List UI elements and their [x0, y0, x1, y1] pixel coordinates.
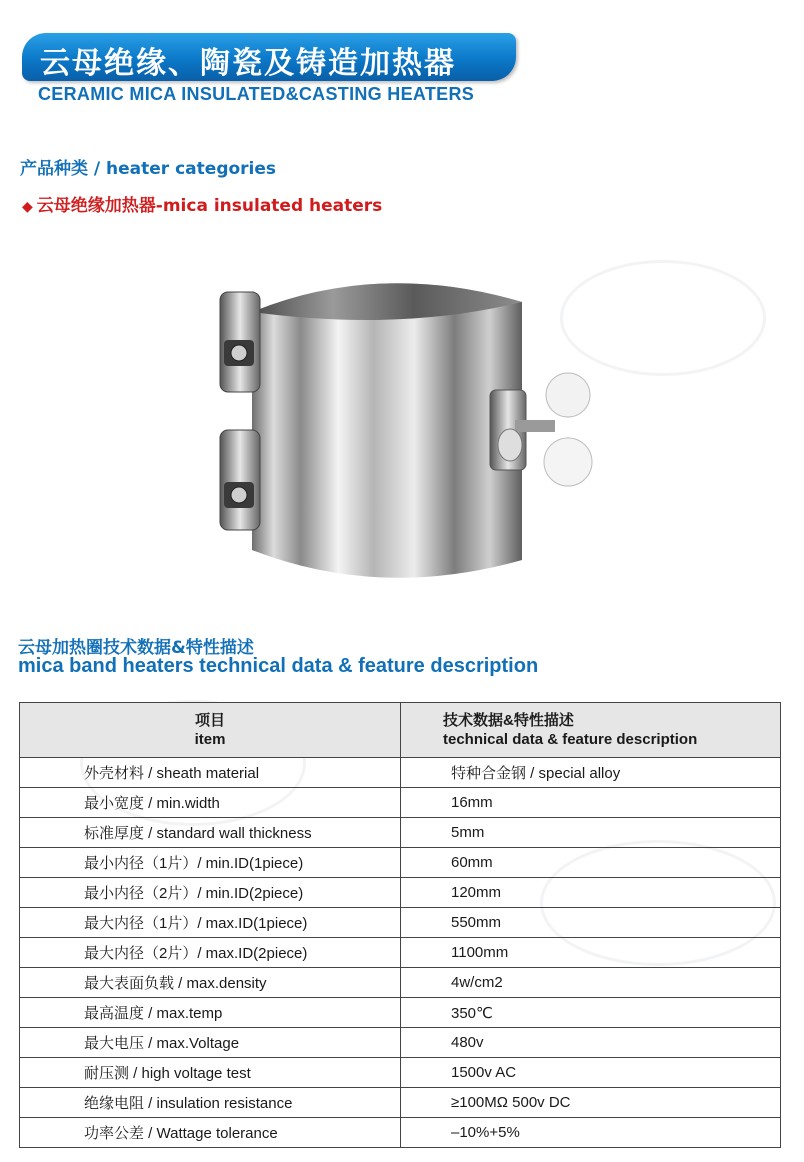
- row-item: 耐压测 / high voltage test: [20, 1058, 401, 1088]
- header-item-cn: 项目: [194, 712, 225, 729]
- table-row: [20, 758, 781, 788]
- table-header-row: [20, 703, 781, 758]
- row-value: 1100mm: [401, 938, 781, 968]
- row-item: 最大内径（2片）/ max.ID(2piece): [20, 938, 401, 968]
- row-item: 最小宽度 / min.width: [20, 788, 401, 818]
- category-heading: [22, 191, 382, 216]
- category-name: 云母绝缘加热器-mica insulated heaters: [36, 196, 383, 216]
- header-description-cn: 技术数据&特性描述: [443, 712, 574, 729]
- table-row: [20, 1118, 781, 1148]
- categories-label: 产品种类 / heater categories: [20, 159, 277, 179]
- table-row: [20, 788, 781, 818]
- row-value: 120mm: [401, 878, 781, 908]
- row-item: 最大表面负载 / max.density: [20, 968, 401, 998]
- table-row: [20, 938, 781, 968]
- row-value: 480v: [401, 1028, 781, 1058]
- row-item: 绝缘电阻 / insulation resistance: [20, 1088, 401, 1118]
- diamond-bullet-icon: ◆: [22, 199, 33, 215]
- row-value: 5mm: [401, 818, 781, 848]
- table-row: [20, 848, 781, 878]
- row-value: 1500v AC: [401, 1058, 781, 1088]
- row-value: 550mm: [401, 908, 781, 938]
- spec-table: [19, 702, 781, 1148]
- data-section-title-en: mica band heaters technical data & feature description: [18, 655, 539, 677]
- row-value: 4w/cm2: [401, 968, 781, 998]
- header-description-en: technical data & feature description: [443, 731, 698, 748]
- row-value: –10%+5%: [401, 1118, 781, 1148]
- page-subtitle: CERAMIC MICA INSULATED&CASTING HEATERS: [38, 84, 475, 104]
- page-title: 云母绝缘、陶瓷及铸造加热器: [40, 46, 456, 81]
- row-item: 标准厚度 / standard wall thickness: [20, 818, 401, 848]
- row-value: 60mm: [401, 848, 781, 878]
- row-item: 最大内径（1片）/ max.ID(1piece): [20, 908, 401, 938]
- row-value: ≥100MΩ 500v DC: [401, 1088, 781, 1118]
- row-item: 最高温度 / max.temp: [20, 998, 401, 1028]
- table-row: [20, 908, 781, 938]
- row-value: 特种合金钢 / special alloy: [401, 758, 781, 788]
- data-section-title-cn: 云母加热圈技术数据&特性描述: [18, 638, 254, 658]
- row-item: 最小内径（1片）/ min.ID(1piece): [20, 848, 401, 878]
- header-item: [20, 703, 401, 758]
- row-item: 功率公差 / Wattage tolerance: [20, 1118, 401, 1148]
- table-row: [20, 1058, 781, 1088]
- row-item: 最小内径（2片）/ min.ID(2piece): [20, 878, 401, 908]
- table-row: [20, 878, 781, 908]
- row-value: 16mm: [401, 788, 781, 818]
- table-row: [20, 1088, 781, 1118]
- mica-band-heater-image: [210, 250, 610, 590]
- header-item-en: item: [194, 731, 226, 748]
- row-value: 350℃: [401, 998, 781, 1028]
- header-description: [401, 703, 781, 758]
- table-row: [20, 818, 781, 848]
- row-item: 最大电压 / max.Voltage: [20, 1028, 401, 1058]
- table-row: [20, 998, 781, 1028]
- table-row: [20, 968, 781, 998]
- row-item: 外壳材料 / sheath material: [20, 758, 401, 788]
- table-row: [20, 1028, 781, 1058]
